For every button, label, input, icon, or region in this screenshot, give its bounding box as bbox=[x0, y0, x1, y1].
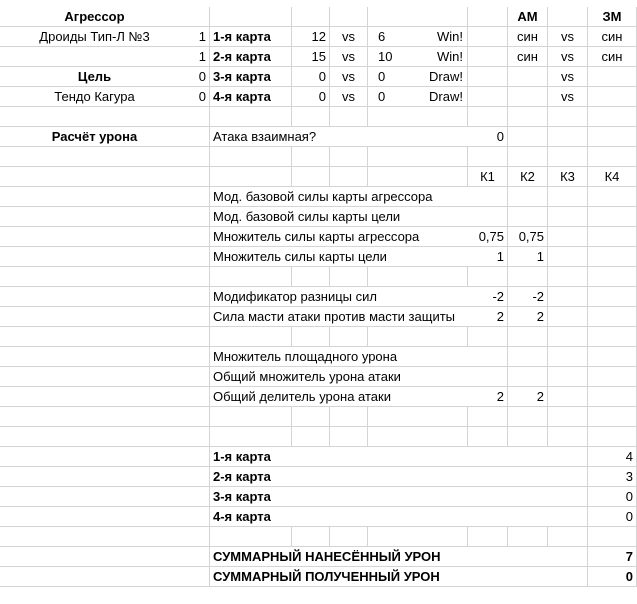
calc-row-k1[interactable] bbox=[468, 187, 508, 207]
card-1-am[interactable]: син bbox=[508, 27, 548, 47]
cell[interactable] bbox=[292, 107, 330, 127]
cell[interactable] bbox=[548, 307, 588, 327]
sheet-row bbox=[0, 87, 637, 107]
cell-zm-header[interactable]: ЗМ bbox=[588, 7, 637, 27]
card-1-a[interactable]: 12 bbox=[292, 27, 330, 47]
cell[interactable] bbox=[548, 327, 588, 347]
cell-am-header[interactable]: АМ bbox=[508, 7, 548, 27]
cell[interactable] bbox=[0, 547, 210, 567]
calc-row-label[interactable]: Сила масти атаки против масти защиты bbox=[210, 307, 468, 327]
cell[interactable] bbox=[588, 367, 637, 387]
total-row bbox=[0, 567, 637, 587]
calc-row-k2[interactable] bbox=[508, 207, 548, 227]
cell[interactable] bbox=[0, 307, 210, 327]
cell[interactable] bbox=[548, 127, 588, 147]
card-4-zm[interactable] bbox=[588, 87, 637, 107]
card-4-am[interactable] bbox=[508, 87, 548, 107]
cell[interactable] bbox=[330, 407, 368, 427]
cell[interactable] bbox=[548, 527, 588, 547]
card-2-vs2[interactable]: vs bbox=[548, 47, 588, 67]
cell[interactable] bbox=[292, 327, 330, 347]
calc-row-k2[interactable] bbox=[508, 367, 548, 387]
total-dealt-label[interactable]: СУММАРНЫЙ НАНЕСЁННЫЙ УРОН bbox=[210, 547, 588, 567]
calc-row-label[interactable]: Мод. базовой силы карты цели bbox=[210, 207, 468, 227]
calc-row bbox=[0, 187, 637, 207]
calc-row-k1[interactable]: 0,75 bbox=[468, 227, 508, 247]
cell[interactable] bbox=[508, 267, 548, 287]
cell[interactable] bbox=[0, 567, 210, 587]
col-header-k1[interactable]: К1 bbox=[468, 167, 508, 187]
cell[interactable] bbox=[548, 227, 588, 247]
card-3-result: Draw! bbox=[429, 69, 463, 84]
cell[interactable] bbox=[0, 227, 210, 247]
calc-row-label[interactable]: Модификатор разницы сил bbox=[210, 287, 468, 307]
cell[interactable] bbox=[548, 507, 588, 527]
col-header-k3[interactable]: К3 bbox=[548, 167, 588, 187]
total-row bbox=[0, 547, 637, 567]
target-name: Тендо Кагура bbox=[54, 89, 135, 104]
cell[interactable] bbox=[368, 107, 468, 127]
card-1-zm[interactable]: син bbox=[588, 27, 637, 47]
cell[interactable] bbox=[368, 327, 468, 347]
total-dealt-value[interactable]: 7 bbox=[588, 547, 637, 567]
sheet-row bbox=[0, 167, 637, 187]
cell[interactable] bbox=[588, 107, 637, 127]
cell[interactable] bbox=[292, 427, 330, 447]
cell[interactable] bbox=[548, 347, 588, 367]
cell[interactable] bbox=[508, 427, 548, 447]
calc-row-k2[interactable]: 2 bbox=[508, 307, 548, 327]
cell-aggressor-name[interactable] bbox=[0, 27, 210, 47]
target-label: Цель bbox=[77, 69, 112, 84]
cell[interactable] bbox=[588, 147, 637, 167]
cell[interactable] bbox=[468, 147, 508, 167]
sheet-row bbox=[0, 7, 637, 27]
cell-target-name[interactable] bbox=[0, 87, 210, 107]
card-2-result: Win! bbox=[437, 49, 463, 64]
cell[interactable] bbox=[330, 167, 368, 187]
aggressor-header-label: Агрессор bbox=[64, 9, 125, 24]
cell[interactable] bbox=[330, 147, 368, 167]
card-3-label[interactable]: 3-я карта bbox=[210, 67, 292, 87]
cell[interactable] bbox=[368, 267, 468, 287]
cell[interactable] bbox=[588, 407, 637, 427]
cell[interactable] bbox=[0, 187, 210, 207]
cell[interactable] bbox=[468, 87, 508, 107]
calc-row-k2[interactable]: 2 bbox=[508, 387, 548, 407]
cell[interactable] bbox=[0, 107, 210, 127]
cell[interactable] bbox=[588, 127, 637, 147]
card-1-vs[interactable]: vs bbox=[330, 27, 368, 47]
cell[interactable] bbox=[468, 107, 508, 127]
aggressor-count: 1 bbox=[198, 29, 206, 44]
calc-row-k2[interactable]: 1 bbox=[508, 247, 548, 267]
calc-row bbox=[0, 307, 637, 327]
cell[interactable] bbox=[0, 167, 210, 187]
card-3-b-cell[interactable] bbox=[368, 67, 468, 87]
cell[interactable] bbox=[0, 467, 210, 487]
cell-card2-flag[interactable] bbox=[0, 47, 210, 67]
damage-row bbox=[0, 447, 637, 467]
calc-row bbox=[0, 287, 637, 307]
cell[interactable] bbox=[210, 107, 292, 127]
card-1-result: Win! bbox=[437, 29, 463, 44]
cell[interactable] bbox=[210, 407, 292, 427]
card-2-a[interactable]: 15 bbox=[292, 47, 330, 67]
cell[interactable] bbox=[548, 547, 588, 567]
sheet-row bbox=[0, 27, 637, 47]
card-4-label[interactable]: 4-я карта bbox=[210, 87, 292, 107]
cell[interactable] bbox=[548, 107, 588, 127]
damage-row bbox=[0, 507, 637, 527]
cell[interactable] bbox=[0, 327, 210, 347]
card-2-vs[interactable]: vs bbox=[330, 47, 368, 67]
card-3-am[interactable] bbox=[508, 67, 548, 87]
damage-row bbox=[0, 487, 637, 507]
card-3-flag: 0 bbox=[198, 69, 206, 84]
cell[interactable] bbox=[210, 167, 292, 187]
cell[interactable] bbox=[0, 427, 210, 447]
calc-row-label[interactable]: Общий делитель урона атаки bbox=[210, 387, 468, 407]
cell[interactable] bbox=[468, 67, 508, 87]
calc-row bbox=[0, 247, 637, 267]
cell[interactable] bbox=[588, 327, 637, 347]
cell[interactable] bbox=[588, 527, 637, 547]
cell[interactable] bbox=[292, 167, 330, 187]
card-4-result: Draw! bbox=[429, 89, 463, 104]
cell[interactable] bbox=[210, 267, 292, 287]
total-received-label[interactable]: СУММАРНЫЙ ПОЛУЧЕННЫЙ УРОН bbox=[210, 567, 588, 587]
card-2-am[interactable]: син bbox=[508, 47, 548, 67]
cell[interactable] bbox=[210, 147, 292, 167]
card-2-label[interactable]: 2-я карта bbox=[210, 47, 292, 67]
sheet-row bbox=[0, 47, 637, 67]
calc-row-k1[interactable] bbox=[468, 367, 508, 387]
card-1-b-cell[interactable] bbox=[368, 27, 468, 47]
cell[interactable] bbox=[548, 467, 588, 487]
cell[interactable] bbox=[292, 147, 330, 167]
damage-row-value[interactable]: 4 bbox=[588, 447, 637, 467]
cell[interactable] bbox=[330, 267, 368, 287]
cell[interactable] bbox=[548, 367, 588, 387]
cell[interactable] bbox=[330, 527, 368, 547]
card-2-zm[interactable]: син bbox=[588, 47, 637, 67]
card-2-b: 10 bbox=[378, 49, 393, 64]
calc-row-k1[interactable] bbox=[468, 207, 508, 227]
cell[interactable] bbox=[330, 107, 368, 127]
cell[interactable] bbox=[210, 327, 292, 347]
cell[interactable] bbox=[468, 47, 508, 67]
cell[interactable] bbox=[468, 7, 508, 27]
aggressor-name: Дроиды Тип-Л №3 bbox=[39, 29, 150, 44]
spreadsheet-grid bbox=[0, 7, 637, 587]
card-4-b: 0 bbox=[378, 89, 386, 104]
card-4-b-cell[interactable] bbox=[368, 87, 468, 107]
sheet-row-empty bbox=[0, 327, 637, 347]
sheet-row-empty bbox=[0, 407, 637, 427]
cell[interactable] bbox=[292, 407, 330, 427]
cell[interactable] bbox=[508, 407, 548, 427]
cell[interactable] bbox=[548, 287, 588, 307]
calc-row-label[interactable]: Множитель площадного урона bbox=[210, 347, 468, 367]
total-received-value[interactable]: 0 bbox=[588, 567, 637, 587]
cell[interactable] bbox=[368, 407, 468, 427]
card-3-vs[interactable]: vs bbox=[330, 67, 368, 87]
card-4-vs2[interactable]: vs bbox=[548, 87, 588, 107]
cell[interactable] bbox=[0, 287, 210, 307]
cell[interactable] bbox=[468, 407, 508, 427]
cell[interactable] bbox=[588, 387, 637, 407]
sheet-row-empty bbox=[0, 147, 637, 167]
damage-row-value[interactable]: 0 bbox=[588, 487, 637, 507]
cell[interactable] bbox=[508, 127, 548, 147]
sheet-row-empty bbox=[0, 527, 637, 547]
card-1-vs2[interactable]: vs bbox=[548, 27, 588, 47]
card-4-vs[interactable]: vs bbox=[330, 87, 368, 107]
cell[interactable] bbox=[210, 527, 292, 547]
cell[interactable] bbox=[548, 207, 588, 227]
col-header-k2[interactable]: К2 bbox=[508, 167, 548, 187]
cell[interactable] bbox=[0, 347, 210, 367]
damage-row-label[interactable]: 3-я карта bbox=[210, 487, 588, 507]
card-1-b: 6 bbox=[378, 29, 386, 44]
cell[interactable] bbox=[368, 7, 468, 27]
damage-row-label[interactable]: 2-я карта bbox=[210, 467, 588, 487]
cell[interactable] bbox=[468, 267, 508, 287]
sheet-row bbox=[0, 127, 637, 147]
calc-row bbox=[0, 387, 637, 407]
cell[interactable] bbox=[0, 447, 210, 467]
cell[interactable] bbox=[588, 267, 637, 287]
cell[interactable] bbox=[330, 327, 368, 347]
damage-row bbox=[0, 467, 637, 487]
card-2-flag: 1 bbox=[198, 49, 206, 64]
card-2-b-cell[interactable] bbox=[368, 47, 468, 67]
cell[interactable] bbox=[588, 247, 637, 267]
damage-row-label[interactable]: 1-я карта bbox=[210, 447, 588, 467]
calc-row-k2[interactable] bbox=[508, 347, 548, 367]
cell[interactable] bbox=[548, 407, 588, 427]
cell[interactable] bbox=[588, 187, 637, 207]
damage-row-value[interactable]: 3 bbox=[588, 467, 637, 487]
cell[interactable] bbox=[468, 327, 508, 347]
cell[interactable] bbox=[548, 7, 588, 27]
card-3-vs2[interactable]: vs bbox=[548, 67, 588, 87]
damage-row-label[interactable]: 4-я карта bbox=[210, 507, 588, 527]
calc-row bbox=[0, 227, 637, 247]
cell[interactable] bbox=[508, 527, 548, 547]
cell[interactable] bbox=[588, 287, 637, 307]
cell-damage-calc-title[interactable] bbox=[0, 127, 210, 147]
cell[interactable] bbox=[468, 27, 508, 47]
card-3-a[interactable]: 0 bbox=[292, 67, 330, 87]
cell[interactable] bbox=[368, 527, 468, 547]
calc-row-k1[interactable] bbox=[468, 347, 508, 367]
target-count: 0 bbox=[198, 89, 206, 104]
cell[interactable] bbox=[210, 427, 292, 447]
cell[interactable] bbox=[0, 207, 210, 227]
card-4-a[interactable]: 0 bbox=[292, 87, 330, 107]
calc-row-label[interactable]: Общий множитель урона атаки bbox=[210, 367, 468, 387]
cell[interactable] bbox=[548, 267, 588, 287]
cell[interactable] bbox=[548, 427, 588, 447]
calc-row-k1[interactable]: 2 bbox=[468, 307, 508, 327]
sheet-row bbox=[0, 67, 637, 87]
cell[interactable] bbox=[548, 187, 588, 207]
calc-row-label[interactable]: Множитель силы карты агрессора bbox=[210, 227, 468, 247]
calc-row-k1[interactable]: -2 bbox=[468, 287, 508, 307]
cell[interactable] bbox=[0, 487, 210, 507]
cell[interactable] bbox=[0, 247, 210, 267]
card-3-b: 0 bbox=[378, 69, 386, 84]
calc-row-k2[interactable]: 0,75 bbox=[508, 227, 548, 247]
cell[interactable] bbox=[0, 367, 210, 387]
card-3-zm[interactable] bbox=[588, 67, 637, 87]
calc-row-label[interactable]: Мод. базовой силы карты агрессора bbox=[210, 187, 468, 207]
cell[interactable] bbox=[588, 207, 637, 227]
cell[interactable] bbox=[0, 407, 210, 427]
calc-row-k2[interactable]: -2 bbox=[508, 287, 548, 307]
cell[interactable] bbox=[548, 147, 588, 167]
cell[interactable] bbox=[330, 427, 368, 447]
cell[interactable] bbox=[548, 487, 588, 507]
cell[interactable] bbox=[548, 567, 588, 587]
cell[interactable] bbox=[548, 387, 588, 407]
cell[interactable] bbox=[588, 427, 637, 447]
mutual-attack-value[interactable]: 0 bbox=[468, 127, 508, 147]
sheet-row-empty bbox=[0, 427, 637, 447]
col-header-k4[interactable]: К4 bbox=[588, 167, 637, 187]
sheet-row-empty bbox=[0, 107, 637, 127]
damage-calc-title: Расчёт урона bbox=[51, 129, 138, 144]
cell[interactable] bbox=[468, 527, 508, 547]
calc-row-k1[interactable]: 2 bbox=[468, 387, 508, 407]
cell-target-header[interactable] bbox=[0, 67, 210, 87]
cell[interactable] bbox=[292, 267, 330, 287]
card-1-label[interactable]: 1-я карта bbox=[210, 27, 292, 47]
cell[interactable] bbox=[368, 167, 468, 187]
cell[interactable] bbox=[330, 7, 368, 27]
cell[interactable] bbox=[0, 387, 210, 407]
cell[interactable] bbox=[468, 427, 508, 447]
calc-row bbox=[0, 367, 637, 387]
cell[interactable] bbox=[368, 427, 468, 447]
sheet-row-empty bbox=[0, 267, 637, 287]
calc-row bbox=[0, 347, 637, 367]
cell[interactable] bbox=[292, 527, 330, 547]
cell[interactable] bbox=[548, 247, 588, 267]
cell[interactable] bbox=[292, 7, 330, 27]
cell[interactable] bbox=[508, 327, 548, 347]
calc-row bbox=[0, 207, 637, 227]
cell[interactable] bbox=[508, 107, 548, 127]
calc-row-k2[interactable] bbox=[508, 187, 548, 207]
cell[interactable] bbox=[0, 507, 210, 527]
cell[interactable] bbox=[368, 147, 468, 167]
cell[interactable] bbox=[588, 307, 637, 327]
calc-row-k1[interactable]: 1 bbox=[468, 247, 508, 267]
cell-aggressor-header[interactable] bbox=[0, 7, 210, 27]
cell[interactable] bbox=[0, 267, 210, 287]
calc-row-label[interactable]: Множитель силы карты цели bbox=[210, 247, 468, 267]
cell[interactable] bbox=[588, 227, 637, 247]
damage-row-value[interactable]: 0 bbox=[588, 507, 637, 527]
cell[interactable] bbox=[210, 7, 292, 27]
cell[interactable] bbox=[0, 527, 210, 547]
mutual-attack-label[interactable]: Атака взаимная? bbox=[210, 127, 468, 147]
cell[interactable] bbox=[548, 447, 588, 467]
cell[interactable] bbox=[0, 147, 210, 167]
cell[interactable] bbox=[588, 347, 637, 367]
cell[interactable] bbox=[508, 147, 548, 167]
